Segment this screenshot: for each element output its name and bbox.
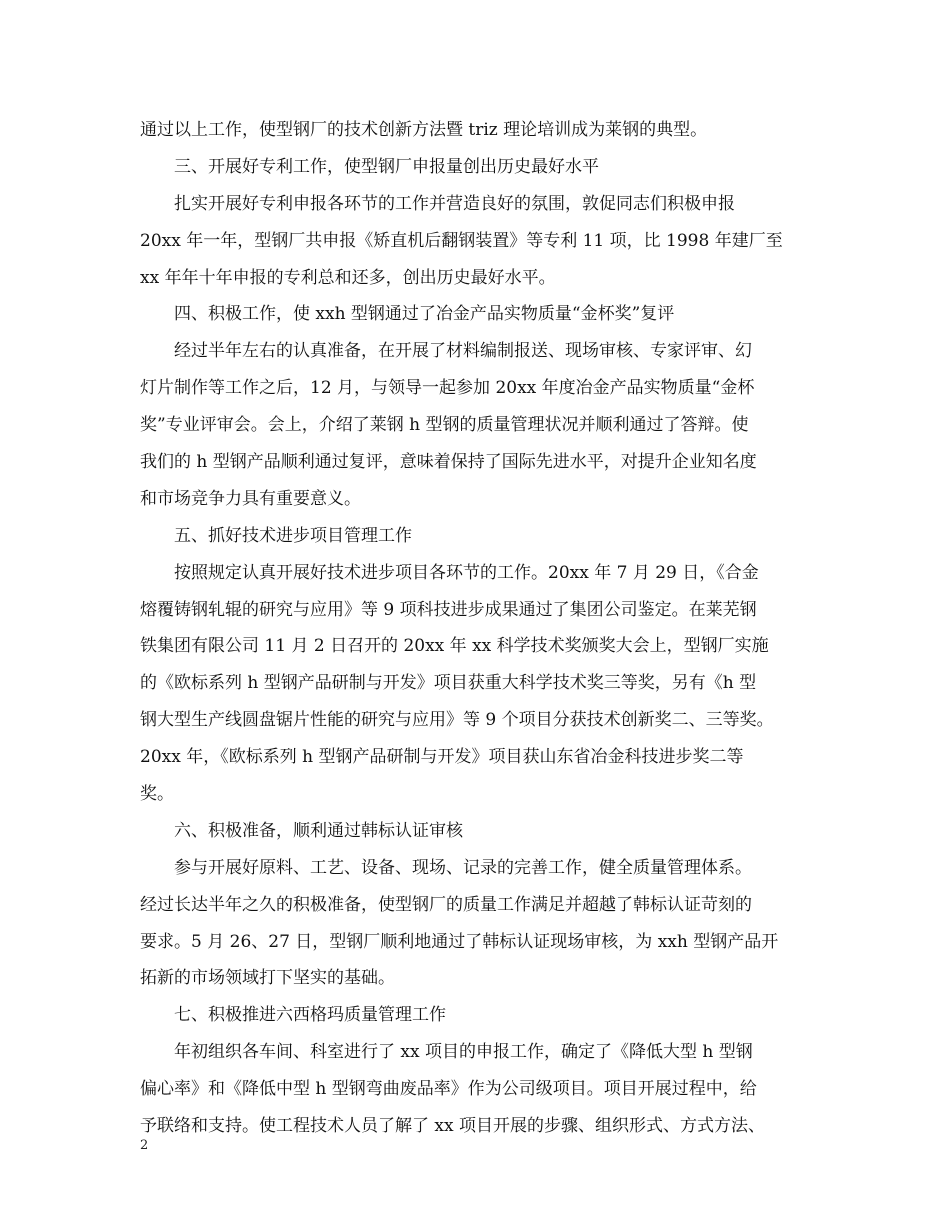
text-line: 通过以上工作，使型钢厂的技术创新方法暨 triz 理论培训成为莱钢的典型。	[140, 120, 708, 140]
text-line: 三、开展好专利工作，使型钢厂申报量创出历史最好水平	[174, 156, 599, 177]
text-line: 铁集团有限公司 11 月 2 日召开的 20xx 年 xx 科学技术奖颁奖大会上，型钢厂实施	[140, 636, 769, 657]
text-line: 扎实开展好专利申报各环节的工作并营造良好的氛围，敦促同志们积极申报	[174, 193, 735, 214]
document-body	[140, 112, 820, 1145]
text-line: 经过半年左右的认真准备，在开展了材料编制报送、现场审核、专家评审、幻	[174, 341, 752, 362]
text-line: 偏心率》和《降低中型 h 型钢弯曲废品率》作为公司级项目。项目开展过程中，给	[140, 1079, 757, 1100]
text-line: 七、积极推进六西格玛质量管理工作	[174, 1005, 446, 1026]
text-line: 五、抓好技术进步项目管理工作	[174, 525, 412, 546]
text-line: 奖。	[140, 784, 174, 805]
text-line: 六、积极准备，顺利通过韩标认证审核	[174, 820, 463, 841]
text-line: 参与开展好原料、工艺、设备、现场、记录的完善工作，健全质量管理体系。	[174, 857, 752, 878]
text-line: 拓新的市场领域打下坚实的基础。	[140, 968, 395, 989]
text-line: 四、积极工作，使 xxh 型钢通过了冶金产品实物质量“金杯奖”复评	[174, 304, 675, 325]
text-line: 灯片制作等工作之后，12 月，与领导一起参加 20xx 年度冶金产品实物质量“金杯	[140, 378, 755, 399]
text-line: 钢大型生产线圆盘锯片性能的研究与应用》等 9 个项目分获技术创新奖二、三等奖。	[140, 710, 774, 731]
text-line: 年初组织各车间、科室进行了 xx 项目的申报工作，确定了《降低大型 h 型钢	[174, 1042, 753, 1063]
text-line: 和市场竞争力具有重要意义。	[140, 488, 361, 509]
page-number: 2	[140, 1138, 149, 1153]
text-line: 予联络和支持。使工程技术人员了解了 xx 项目开展的步骤、组织形式、方式方法、	[140, 1116, 765, 1137]
text-line: 20xx 年一年，型钢厂共申报《矫直机后翻钢装置》等专利 11 项，比 1998 年建厂至	[140, 230, 783, 251]
text-line: 熔覆铸钢轧辊的研究与应用》等 9 项科技进步成果通过了集团公司鉴定。在莱芜钢	[140, 599, 757, 620]
text-line: 20xx 年，《欧标系列 h 型钢产品研制与开发》项目获山东省冶金科技进步奖二等	[140, 747, 744, 768]
text-line: xx 年年十年申报的专利总和还多，创出历史最好水平。	[140, 267, 556, 288]
text-line: 按照规定认真开展好技术进步项目各环节的工作。20xx 年 7 月 29 日，《合金	[174, 562, 759, 583]
text-line: 要求。5 月 26、27 日，型钢厂顺利地通过了韩标认证现场审核，为 xxh 型钢产品开	[140, 931, 779, 952]
text-line: 我们的 h 型钢产品顺利通过复评，意味着保持了国际先进水平，对提升企业知名度	[140, 452, 757, 473]
text-line: 经过长达半年之久的积极准备，使型钢厂的质量工作满足并超越了韩标认证苛刻的	[140, 894, 752, 915]
text-line: 的《欧标系列 h 型钢产品研制与开发》项目获重大科学技术奖三等奖，另有《h 型	[140, 673, 757, 694]
text-line: 奖”专业评审会。会上，介绍了莱钢 h 型钢的质量管理状况并顺利通过了答辩。使	[140, 415, 749, 436]
